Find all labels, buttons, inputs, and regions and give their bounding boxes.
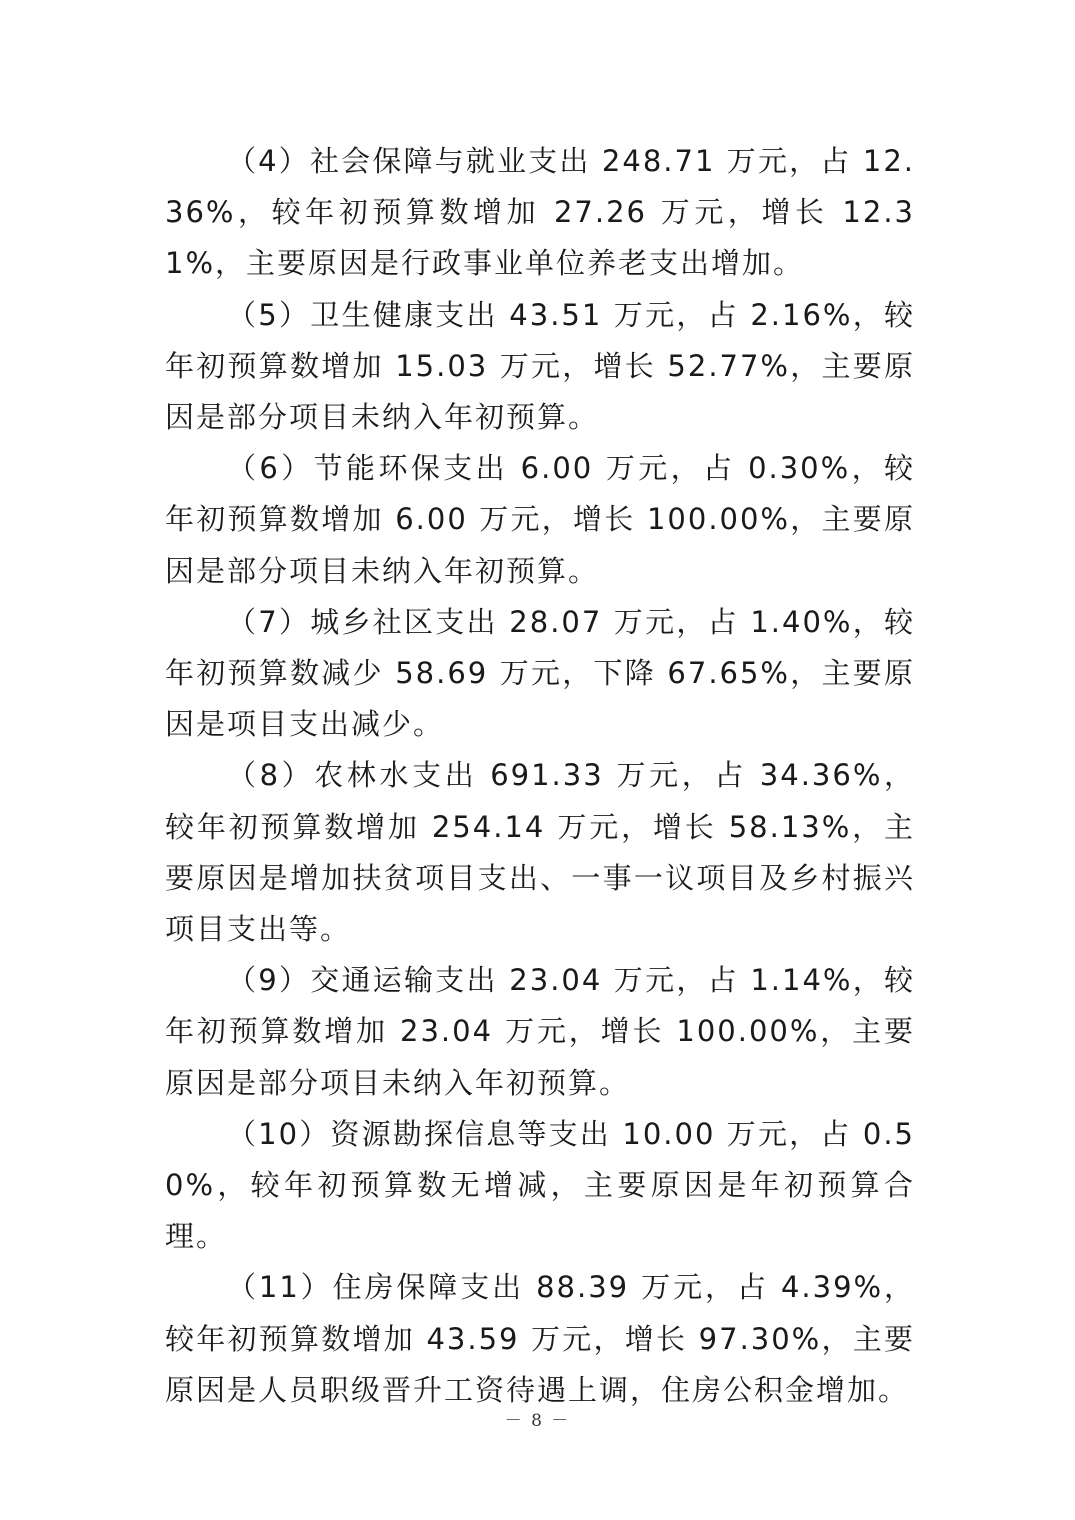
paragraph-transportation: （9）交通运输支出 23.04 万元，占 1.14%，较年初预算数增加 23.04 万元，增长 100.00%，主要原因是部分项目未纳入年初预算。 [165,963,915,1100]
paragraph-agriculture-forestry-water: （8）农林水支出 691.33 万元，占 34.36%，较年初预算数增加 254.14 万元，增长 58.13%，主要原因是增加扶贫项目支出、一事一议项目及乡村振兴项目支出等。 [165,758,915,947]
paragraph-urban-rural-community: （7）城乡社区支出 28.07 万元，占 1.40%，较年初预算数减少 58.69 万元，下降 67.65%，主要原因是项目支出减少。 [165,604,915,742]
document-body [165,136,915,1416]
paragraph-energy-environment: （6）节能环保支出 6.00 万元，占 0.30%，较年初预算数增加 6.00 万元，增长 100.00%，主要原因是部分项目未纳入年初预算。 [165,451,915,588]
paragraph-resource-exploration: （10）资源勘探信息等支出 10.00 万元，占 0.50%，较年初预算数无增减，主要原因是年初预算合理。 [165,1116,915,1254]
paragraph-housing-security: （11）住房保障支出 88.39 万元，占 4.39%，较年初预算数增加 43.59 万元，增长 97.30%，主要原因是人员职级晋升工资待遇上调，住房公积金增加。 [165,1270,915,1407]
page-number: － 8 － [504,1411,571,1431]
paragraph-health: （5）卫生健康支出 43.51 万元，占 2.16%，较年初预算数增加 15.03 万元，增长 52.77%，主要原因是部分项目未纳入年初预算。 [165,297,915,435]
paragraph-social-security: （4）社会保障与就业支出 248.71 万元，占 12.36%，较年初预算数增加 27.26 万元，增长 12.31%，主要原因是行政事业单位养老支出增加。 [165,144,915,281]
